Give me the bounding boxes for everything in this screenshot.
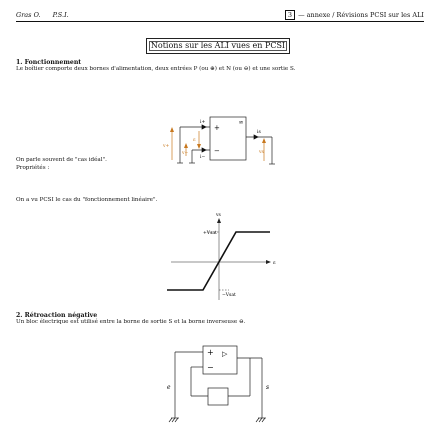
minus-input-label: − <box>214 147 220 155</box>
header-class: P.S.I. <box>52 11 69 19</box>
block-minus-label: − <box>207 363 214 372</box>
plus-input-label: + <box>214 124 220 132</box>
x-axis-label: ε <box>273 260 276 266</box>
page-number: 3 <box>285 10 295 20</box>
i-plus-label: i+ <box>200 120 206 125</box>
s-label: s <box>266 384 270 391</box>
v-plus-label: v+ <box>163 144 170 149</box>
page-title: Notions sur les ALI vues en PCSI <box>146 38 290 54</box>
infinity-label: ∞ <box>238 119 244 126</box>
opamp-arrow-icon: ▷ <box>222 350 228 358</box>
i-minus-label: i− <box>200 155 206 160</box>
y-axis-label: vs <box>216 213 221 218</box>
header-author: Gras O. <box>16 11 41 19</box>
vsat-neg-label: −Vsat <box>222 293 236 298</box>
linear-text: On a vu PCSI le cas du "fonctionnement linéaire". <box>16 197 158 203</box>
properties-text: Propriétés : <box>16 165 50 171</box>
vsat-pos-label: +Vsat <box>203 231 217 236</box>
section2-text: Un bloc électrique est utilisé entre la borne de sortie S et la borne inverseuse ⊖. <box>16 319 246 325</box>
header-section: — annexe / Révisions PCSI sur les ALI <box>298 11 424 19</box>
ideal-case-text: On parle souvent de "cas idéal". <box>16 157 107 163</box>
v-s-label: vs <box>259 150 264 155</box>
section2-heading: 2. Rétroaction négative <box>16 312 98 319</box>
v-minus-label: v− <box>182 151 189 156</box>
i-s-label: is <box>257 130 261 135</box>
section1-heading: 1. Fonctionnement <box>16 59 82 66</box>
feedback-block <box>208 388 228 405</box>
epsilon-label: ε <box>193 137 196 143</box>
block-plus-label: + <box>207 348 214 357</box>
section1-intro: Le boîtier comporte deux bornes d'alimentation, deux entrées P (ou ⊕) et N (ou ⊖) et une sortie S. <box>16 66 296 72</box>
e-label: e <box>167 384 171 391</box>
